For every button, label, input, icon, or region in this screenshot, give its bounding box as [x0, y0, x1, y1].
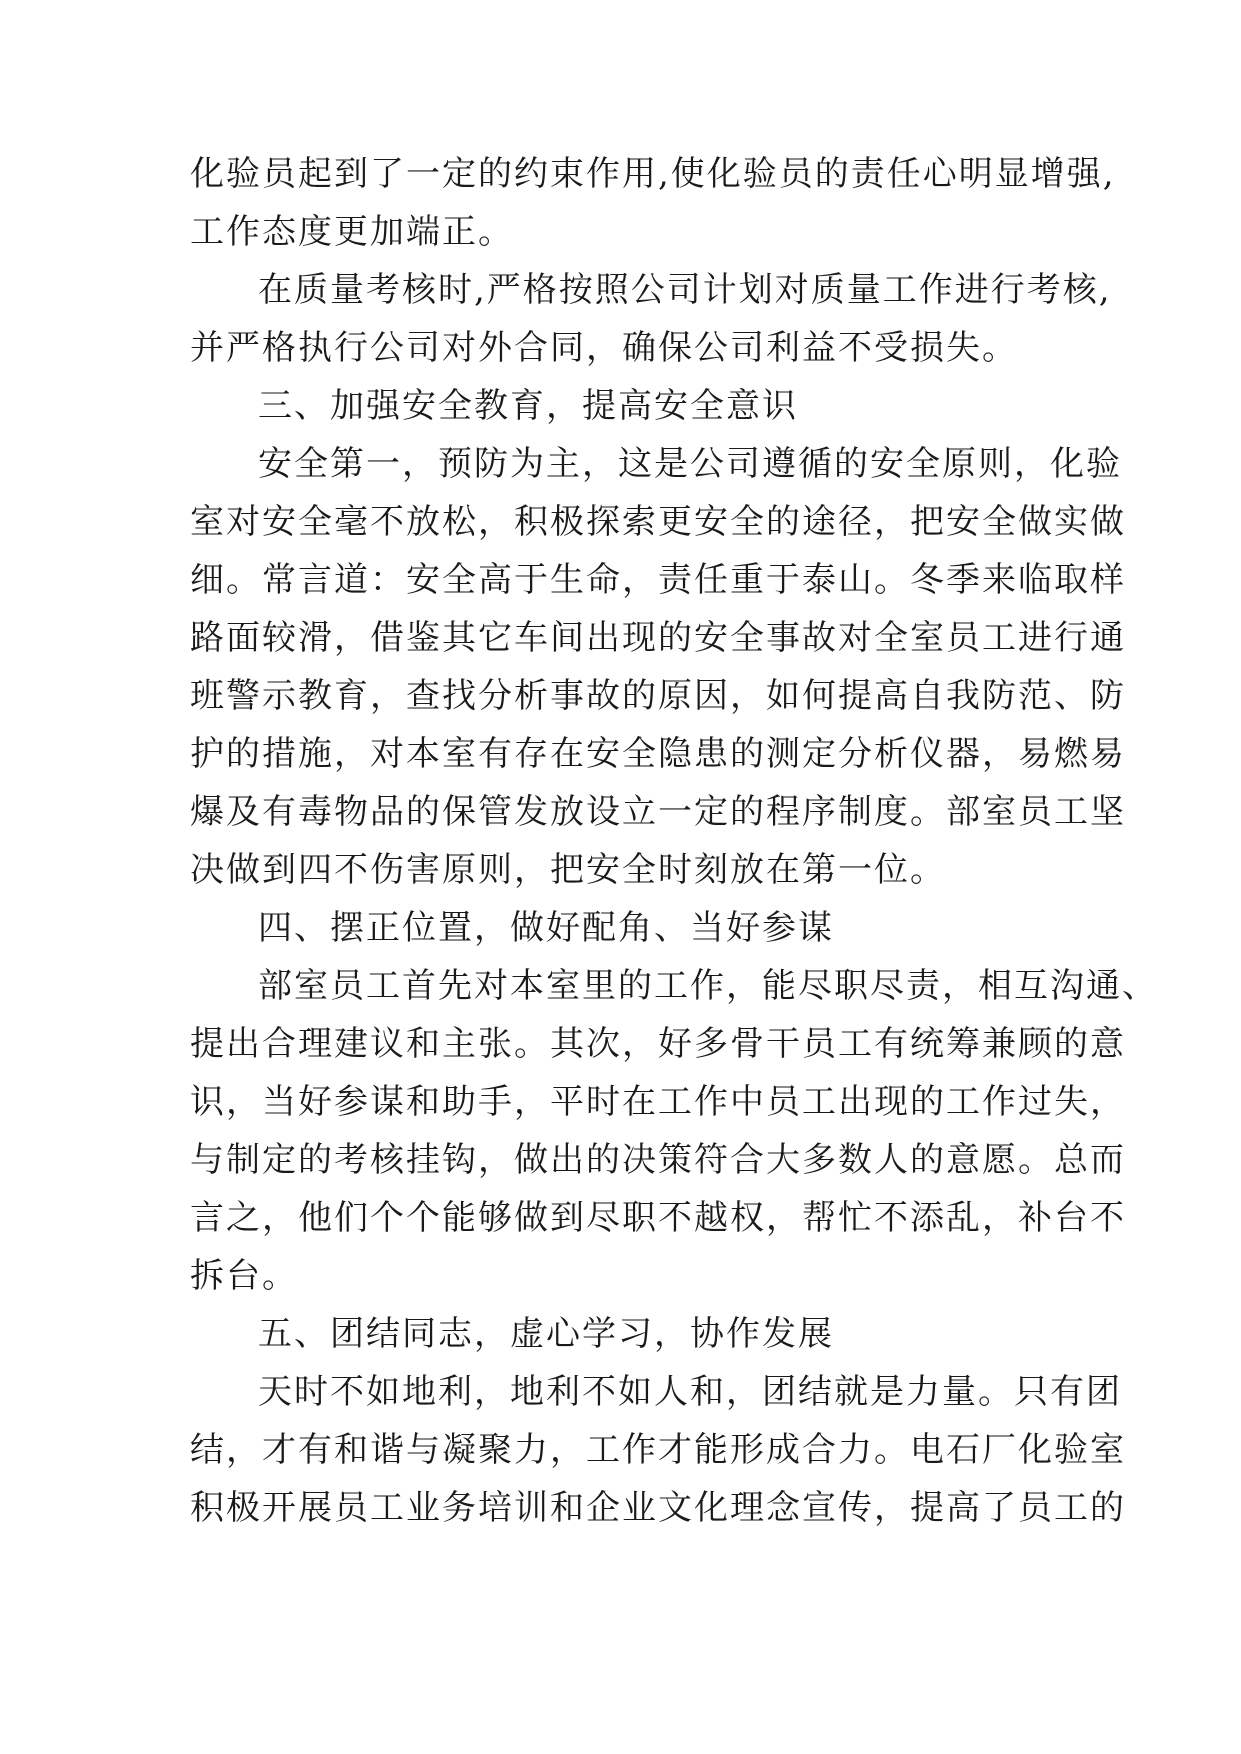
document-body — [190, 145, 1158, 1537]
text-line: 言之，他们个个能够做到尽职不越权，帮忙不添乱，补台不 — [190, 1198, 1126, 1238]
text-line: 天时不如地利，地利不如人和，团结就是力量。只有团 — [258, 1372, 1122, 1412]
section-heading: 三、加强安全教育，提高安全意识 — [258, 386, 798, 426]
section-heading: 四、摆正位置，做好配角、当好参谋 — [258, 908, 834, 948]
text-line: 提出合理建议和主张。其次，好多骨干员工有统筹兼顾的意 — [190, 1024, 1126, 1064]
text-line: 部室员工首先对本室里的工作，能尽职尽责，相互沟通、 — [258, 966, 1158, 1006]
text-line: 化验员起到了一定的约束作用,使化验员的责任心明显增强, — [190, 154, 1116, 194]
text-line: 并严格执行公司对外合同，确保公司利益不受损失。 — [190, 328, 1018, 368]
text-line: 路面较滑，借鉴其它车间出现的安全事故对全室员工进行通 — [190, 618, 1126, 658]
section-heading: 五、团结同志，虚心学习，协作发展 — [258, 1314, 834, 1354]
text-line: 爆及有毒物品的保管发放设立一定的程序制度。部室员工坚 — [190, 792, 1126, 832]
text-line: 与制定的考核挂钩，做出的决策符合大多数人的意愿。总而 — [190, 1140, 1126, 1180]
text-line: 在质量考核时,严格按照公司计划对质量工作进行考核, — [258, 270, 1112, 310]
text-line: 护的措施，对本室有存在安全隐患的测定分析仪器，易燃易 — [190, 734, 1126, 774]
text-line: 班警示教育，查找分析事故的原因，如何提高自我防范、防 — [190, 676, 1126, 716]
text-line: 结，才有和谐与凝聚力，工作才能形成合力。电石厂化验室 — [190, 1430, 1126, 1470]
text-line: 识，当好参谋和助手，平时在工作中员工出现的工作过失， — [190, 1082, 1126, 1122]
text-line: 安全第一，预防为主，这是公司遵循的安全原则，化验 — [258, 444, 1122, 484]
text-line: 细。常言道：安全高于生命，责任重于泰山。冬季来临取样 — [190, 560, 1126, 600]
text-line: 工作态度更加端正。 — [190, 212, 514, 252]
text-line: 积极开展员工业务培训和企业文化理念宣传，提高了员工的 — [190, 1488, 1126, 1528]
text-line: 拆台。 — [190, 1256, 298, 1296]
text-line: 决做到四不伤害原则，把安全时刻放在第一位。 — [190, 850, 946, 890]
text-line: 室对安全毫不放松，积极探索更安全的途径，把安全做实做 — [190, 502, 1126, 542]
